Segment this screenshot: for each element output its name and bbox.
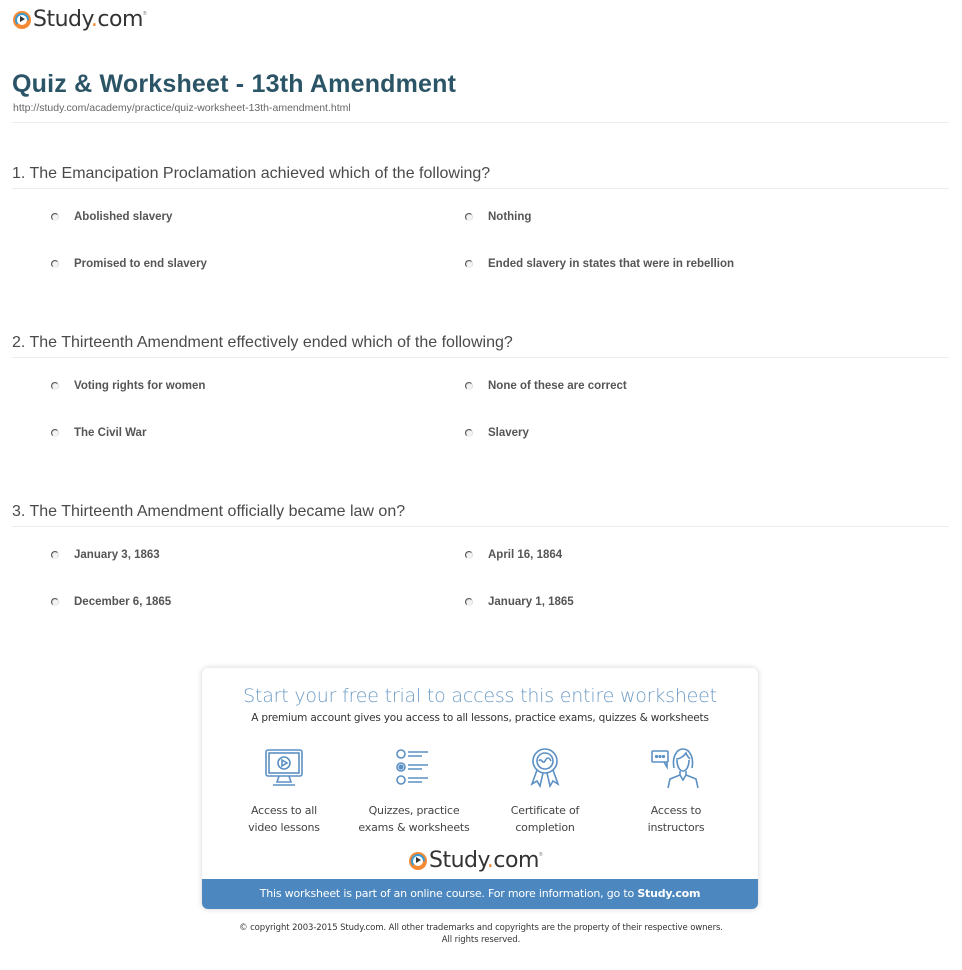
trademark: ®	[538, 852, 543, 858]
radio-button[interactable]	[465, 382, 473, 390]
feature-label: instructors	[647, 821, 705, 834]
feature-label: Quizzes, practice	[368, 804, 460, 817]
study-logo[interactable]	[13, 7, 147, 32]
option-label: Slavery	[488, 427, 529, 439]
question-1: 1. The Emancipation Proclamation achieved which of the following?	[12, 165, 491, 182]
q3-option-b[interactable]	[465, 549, 562, 561]
q2-option-c[interactable]	[51, 427, 146, 439]
feature-label: Certificate of	[510, 804, 580, 817]
radio-button[interactable]	[51, 213, 59, 221]
q1-option-d[interactable]	[465, 258, 734, 270]
radio-button[interactable]	[465, 429, 473, 437]
copyright-line: © copyright 2003-2015 Study.com. All other trademarks and copyrights are the property of their respective owners.	[239, 923, 723, 933]
radio-button[interactable]	[465, 213, 473, 221]
page-url[interactable]: http://study.com/academy/practice/quiz-worksheet-13th-amendment.html	[13, 102, 351, 114]
feature-label: completion	[515, 821, 575, 834]
logo-wordmark: Study.com	[429, 848, 539, 873]
divider	[12, 122, 949, 123]
study-logo[interactable]	[409, 848, 543, 873]
option-label: December 6, 1865	[74, 596, 172, 608]
page-title: Quiz & Worksheet - 13th Amendment	[12, 70, 457, 98]
quiz-list-icon	[392, 746, 436, 790]
feature-label: Access to all	[251, 804, 317, 817]
feature-instructors	[601, 746, 751, 836]
option-label: None of these are correct	[488, 380, 627, 392]
q3-option-d[interactable]	[465, 596, 574, 608]
option-label: Abolished slavery	[74, 211, 173, 223]
logo-wordmark: Study.com	[33, 7, 143, 32]
option-label: Ended slavery in states that were in rebellion	[488, 258, 735, 270]
q2-option-d[interactable]	[465, 427, 529, 439]
q2-option-b[interactable]	[465, 380, 627, 392]
trademark: ®	[142, 11, 147, 17]
feature-label: exams & worksheets	[358, 821, 470, 834]
option-label: Voting rights for women	[74, 380, 206, 392]
play-logo-icon	[13, 11, 31, 29]
feature-certificate	[470, 746, 620, 836]
study-com-link[interactable]: Study.com	[637, 887, 701, 900]
certificate-ribbon-icon	[523, 746, 567, 790]
play-logo-icon	[409, 852, 427, 870]
radio-button[interactable]	[51, 429, 59, 437]
question-3: 3. The Thirteenth Amendment officially became law on?	[12, 503, 406, 520]
radio-button[interactable]	[51, 382, 59, 390]
radio-button[interactable]	[465, 598, 473, 606]
feature-quizzes	[339, 746, 489, 836]
video-monitor-icon	[262, 746, 306, 790]
q1-option-b[interactable]	[465, 211, 531, 223]
instructor-chat-icon	[650, 746, 702, 790]
option-label: January 3, 1863	[74, 549, 160, 561]
option-label: The Civil War	[74, 427, 147, 439]
q3-option-a[interactable]	[51, 549, 160, 561]
feature-video-lessons	[209, 746, 359, 836]
banner-text: This worksheet is part of an online course. For more information, go to	[259, 887, 638, 900]
divider	[12, 357, 949, 358]
promo-subtitle: A premium account gives you access to all lessons, practice exams, quizzes & worksheets	[251, 712, 709, 724]
radio-button[interactable]	[51, 260, 59, 268]
radio-button[interactable]	[465, 260, 473, 268]
divider	[12, 526, 949, 527]
feature-label: video lessons	[248, 821, 320, 834]
online-course-banner[interactable]	[202, 879, 758, 909]
radio-button[interactable]	[465, 551, 473, 559]
radio-button[interactable]	[51, 598, 59, 606]
copyright-notice	[0, 922, 962, 946]
q3-option-c[interactable]	[51, 596, 171, 608]
option-label: January 1, 1865	[488, 596, 574, 608]
divider	[12, 188, 949, 189]
question-2: 2. The Thirteenth Amendment effectively ended which of the following?	[12, 334, 513, 351]
q1-option-c[interactable]	[51, 258, 207, 270]
q2-option-a[interactable]	[51, 380, 205, 392]
free-trial-promo	[202, 668, 758, 909]
option-label: Nothing	[488, 211, 532, 223]
radio-button[interactable]	[51, 551, 59, 559]
option-label: Promised to end slavery	[74, 258, 207, 270]
feature-label: Access to	[650, 804, 702, 817]
rights-reserved: All rights reserved.	[441, 935, 521, 945]
q1-option-a[interactable]	[51, 211, 172, 223]
option-label: April 16, 1864	[488, 549, 563, 561]
promo-title: Start your free trial to access this entire worksheet	[243, 685, 717, 707]
